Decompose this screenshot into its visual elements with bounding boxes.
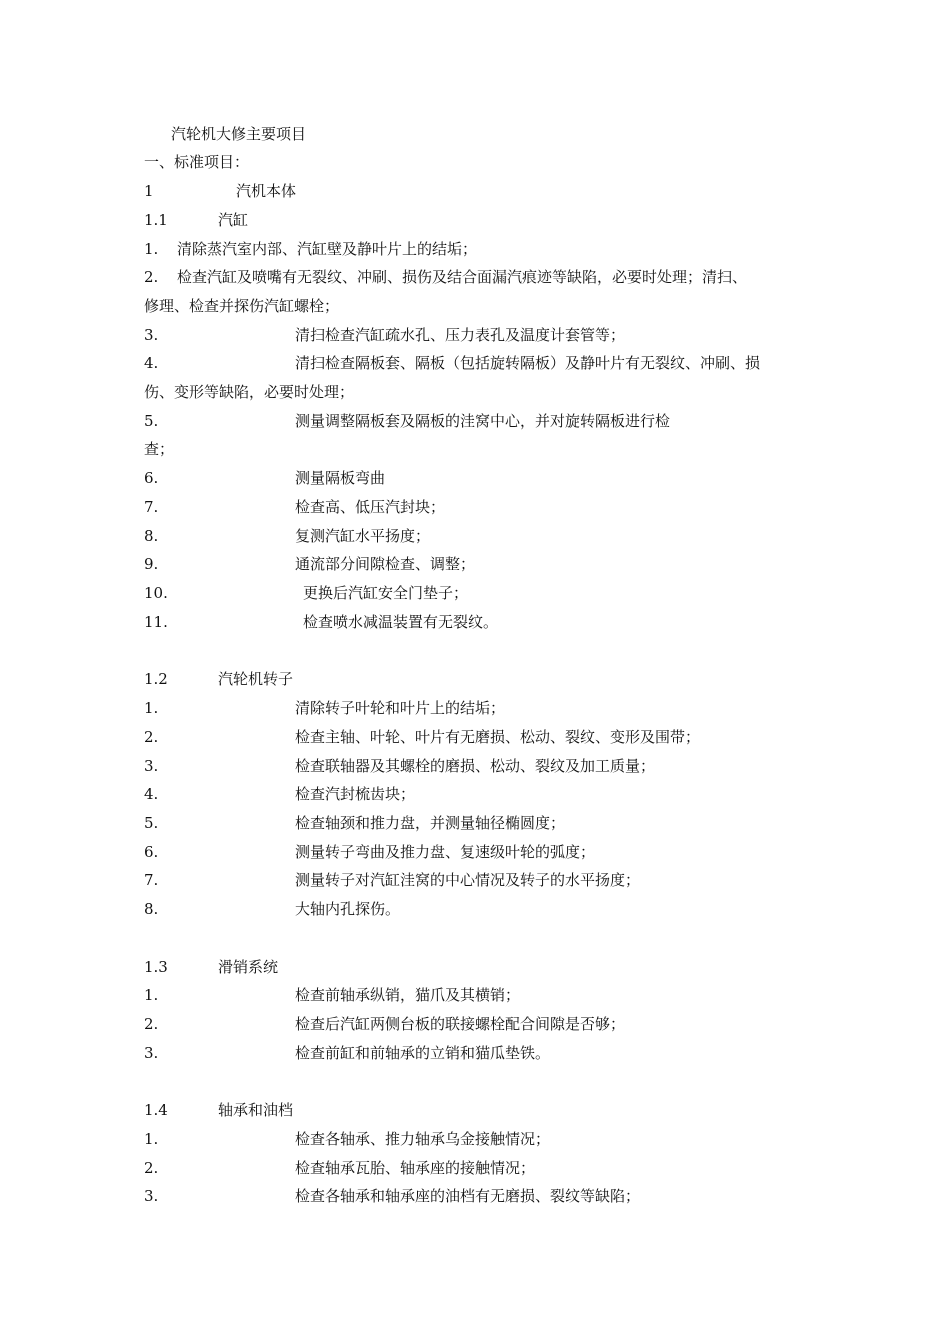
item-text: 检查主轴、叶轮、叶片有无磨损、松动、裂纹、变形及围带； [295, 728, 701, 746]
item-number: 2. [144, 728, 159, 746]
item-text: 检查高、低压汽封块； [295, 498, 446, 516]
subsection-number: 1.3 [144, 958, 168, 976]
item-text: 检查喷水减温装置有无裂纹。 [303, 613, 499, 631]
item-text: 测量隔板弯曲 [295, 469, 386, 487]
item-number: 1. [144, 699, 159, 717]
item-number: 3. [144, 326, 159, 344]
item-number: 7. [144, 871, 159, 889]
item-text: 大轴内孔探伤。 [295, 900, 401, 918]
subsection-label: 滑销系统 [218, 958, 279, 976]
item-text-continued: 查； [144, 440, 175, 458]
item-number: 3. [144, 1187, 159, 1205]
item-text: 检查轴颈和推力盘，并测量轴径椭圆度； [295, 814, 566, 832]
section-heading: 一、标准项目： [144, 153, 250, 171]
item-text-continued: 修理、检查并探伤汽缸螺栓； [144, 297, 340, 315]
item-number: 10. [144, 584, 168, 602]
item-number: 8. [144, 900, 159, 918]
item-text: 清扫检查汽缸疏水孔、压力表孔及温度计套管等； [295, 326, 626, 344]
item-text: 测量转子对汽缸洼窝的中心情况及转子的水平扬度； [295, 871, 641, 889]
item-text: 更换后汽缸安全门垫子； [303, 584, 469, 602]
part-label: 汽机本体 [236, 182, 297, 200]
item-number: 5. [144, 814, 159, 832]
item-number: 4. [144, 785, 159, 803]
item-number: 7. [144, 498, 159, 516]
item-number: 8. [144, 527, 159, 545]
item-number: 2. [144, 1015, 159, 1033]
item-text: 检查汽封梳齿块； [295, 785, 416, 803]
item-number: 4. [144, 354, 159, 372]
item-number: 1. [144, 1130, 159, 1148]
subsection-number: 1.4 [144, 1101, 168, 1119]
item-text: 检查轴承瓦胎、轴承座的接触情况； [295, 1159, 536, 1177]
item-number: 1. [144, 986, 159, 1004]
part-number: 1 [144, 182, 154, 200]
item-text: 清除蒸汽室内部、汽缸壁及静叶片上的结垢； [177, 240, 478, 258]
item-text: 通流部分间隙检查、调整； [295, 555, 476, 573]
subsection-label: 轴承和油档 [218, 1101, 294, 1119]
item-text-continued: 伤、变形等缺陷，必要时处理； [144, 383, 355, 401]
item-text: 复测汽缸水平扬度； [295, 527, 431, 545]
subsection-label: 汽缸 [218, 211, 249, 229]
item-text: 测量调整隔板套及隔板的洼窝中心，并对旋转隔板进行检 [295, 412, 671, 430]
document-title: 汽轮机大修主要项目 [171, 125, 307, 143]
item-number: 1. [144, 240, 159, 258]
item-text: 检查各轴承、推力轴承乌金接触情况； [295, 1130, 551, 1148]
item-text: 清扫检查隔板套、隔板（包括旋转隔板）及静叶片有无裂纹、冲刷、损 [295, 354, 761, 372]
item-text: 检查前缸和前轴承的立销和猫瓜垫铁。 [295, 1044, 551, 1062]
item-text: 检查前轴承纵销，猫爪及其横销； [295, 986, 521, 1004]
item-text: 检查汽缸及喷嘴有无裂纹、冲刷、损伤及结合面漏汽痕迹等缺陷，必要时处理；清扫、 [177, 268, 748, 286]
item-text: 测量转子弯曲及推力盘、复速级叶轮的弧度； [295, 843, 596, 861]
item-text: 清除转子叶轮和叶片上的结垢； [295, 699, 506, 717]
item-number: 6. [144, 469, 159, 487]
subsection-label: 汽轮机转子 [218, 670, 294, 688]
item-number: 9. [144, 555, 159, 573]
subsection-number: 1.2 [144, 670, 168, 688]
item-number: 2. [144, 1159, 159, 1177]
item-number: 3. [144, 757, 159, 775]
item-number: 2. [144, 268, 159, 286]
item-text: 检查各轴承和轴承座的油档有无磨损、裂纹等缺陷； [295, 1187, 641, 1205]
item-text: 检查后汽缸两侧台板的联接螺栓配合间隙是否够； [295, 1015, 626, 1033]
item-number: 6. [144, 843, 159, 861]
item-number: 3. [144, 1044, 159, 1062]
item-text: 检查联轴器及其螺栓的磨损、松动、裂纹及加工质量； [295, 757, 656, 775]
subsection-number: 1.1 [144, 211, 168, 229]
item-number: 11. [144, 613, 168, 631]
item-number: 5. [144, 412, 159, 430]
